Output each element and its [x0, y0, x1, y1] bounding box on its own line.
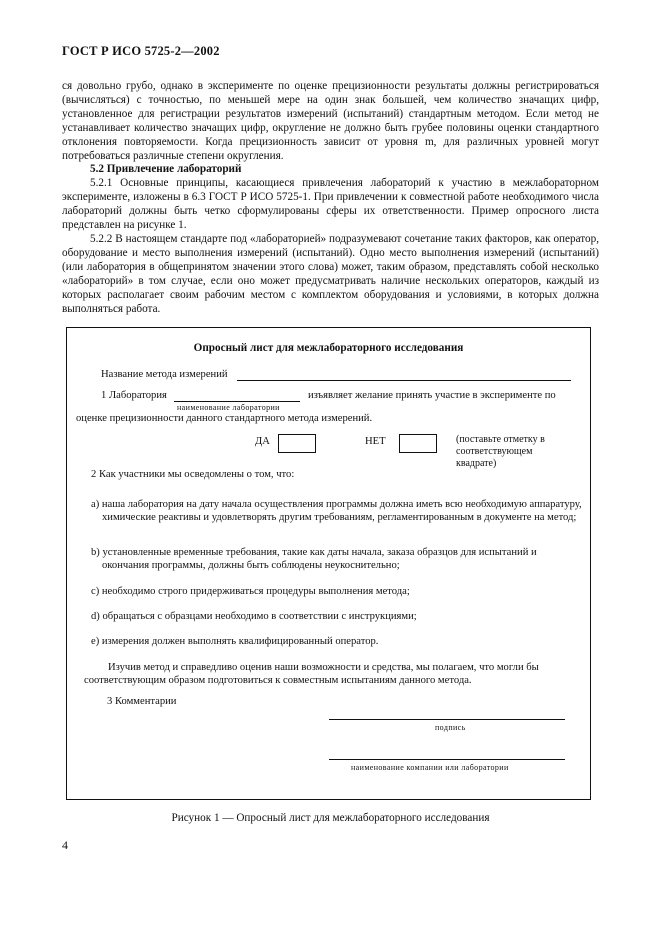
- lab-prefix: 1 Лаборатория: [101, 390, 167, 401]
- questionnaire-form: [66, 327, 591, 800]
- question-2: 2 Как участники мы осведомлены о том, что:: [91, 469, 295, 480]
- comments-label: 3 Комментарии: [107, 696, 177, 707]
- list-item: а) наша лаборатория на дату начала осуществления программы должна иметь всю необходимую аппаратуру, химические реактивы и удовлетворять другим требованиям, регламентированным в документе на метод;: [91, 499, 582, 523]
- company-caption: наименование компании или лаборатории: [351, 763, 509, 772]
- list-item: e) измерения должен выполнять квалифицированный оператор.: [91, 636, 379, 647]
- lab-name-field[interactable]: [174, 401, 300, 402]
- no-checkbox[interactable]: [399, 434, 437, 453]
- form-title: Опросный лист для межлабораторного исследования: [193, 342, 464, 354]
- paragraph-rounding: ся довольно грубо, однако в эксперименте по оценке прецизионности результаты должны регистрироваться (вычисляться) с точностью, по меньшей мере на один знак большей, чем количество значащих цифр, установленное для регистрации результатов измерений (испытаний) стандартным методом. Если метод не устанавливает количество значащих цифр, округление не должно быть грубее половины оценки стандартного отклонения повторяемости. Когда прецизионность зависит от уровня m, для различных уровней могут потребоваться различные степени округления.: [62, 80, 599, 162]
- paragraph-5-2-1: 5.2.1 Основные принципы, касающиеся привлечения лабораторий к участию в межлабораторном эксперименте, изложены в 6.3 ГОСТ Р ИСО 5725-1. При привлечении к совместной работе необходимого числа лабораторий должны быть четко сформулированы сферы их ответственности. Пример опросного листа представлен на рисунке 1.: [62, 177, 599, 232]
- list-item: c) необходимо строго придерживаться процедуры выполнения метода;: [91, 586, 410, 597]
- signature-field[interactable]: [329, 719, 565, 720]
- yes-label: ДА: [255, 436, 270, 447]
- list-item: d) обращаться с образцами необходимо в соответствии с инструкциями;: [91, 611, 417, 622]
- body-text: [62, 80, 599, 316]
- document-header: ГОСТ Р ИСО 5725-2—2002: [62, 44, 220, 58]
- no-label: НЕТ: [365, 436, 386, 447]
- study-statement: Изучив метод и справедливо оценив наши возможности и средства, мы полагаем, что могли бы соответствующим образом подготовиться к совместным испытаниям данного метода.: [84, 662, 539, 686]
- lab-suffix: изъявляет желание принять участие в эксперименте по: [308, 390, 556, 401]
- method-name-label: Название метода измерений: [101, 369, 228, 380]
- page-number: 4: [62, 838, 68, 852]
- paragraph-5-2-2: 5.2.2 В настоящем стандарте под «лабораторией» подразумевают сочетание таких факторов, как оператор, оборудование и место выполнения измерений (испытаний). Одно место выполнения измерений (испытаний) (или лаборатория в общепринятом значении этого слова) может, таким образом, представлять собой несколько «лабораторий» в том случае, если оно может предусматривать наличие нескольких операторов, каждый из которых располагает своим рабочим местом с комплектом оборудования и условиями, в которых должна выполняться работа.: [62, 232, 599, 315]
- list-item: b) установленные временные требования, такие как даты начала, заказа образцов для испытаний и окончания программы, должны быть соблюдены неукоснительно;: [91, 547, 537, 571]
- method-name-field[interactable]: [237, 380, 571, 381]
- company-field[interactable]: [329, 759, 565, 760]
- section-title: 5.2 Привлечение лабораторий: [90, 163, 242, 176]
- lab-name-caption: наименование лаборатории: [177, 403, 280, 412]
- yes-checkbox[interactable]: [278, 434, 316, 453]
- check-note: (поставьте отметку в соответствующем квадрате): [456, 434, 545, 469]
- lab-line-2: оценке прецизионности данного стандартного метода измерений.: [76, 413, 373, 424]
- figure-caption: Рисунок 1 — Опросный лист для межлабораторного исследования: [171, 812, 490, 824]
- signature-caption: подпись: [435, 723, 466, 732]
